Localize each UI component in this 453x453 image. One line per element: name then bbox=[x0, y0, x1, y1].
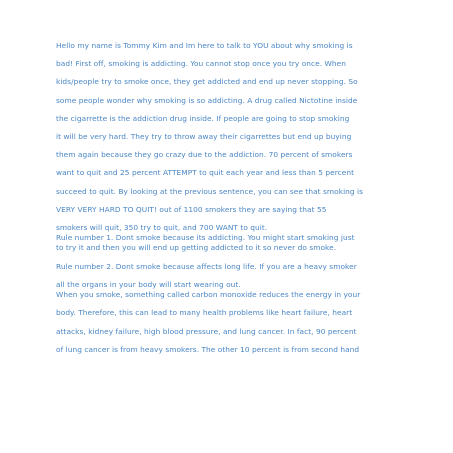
essay-line: it will be very hard. They try to throw away their cigarrettes but end up buying bbox=[56, 131, 352, 141]
essay-line: succeed to quit. By looking at the previous sentence, you can see that smoking is bbox=[56, 186, 364, 196]
essay-line: smokers will quit, 350 try to quit, and 700 WANT to quit. bbox=[56, 222, 268, 232]
essay-line: the cigarrette is the addiction drug inside. If people are going to stop smoking bbox=[56, 113, 350, 123]
essay-line: of lung cancer is from heavy smokers. The other 10 percent is from second hand bbox=[56, 344, 360, 354]
essay-line: some people wonder why smoking is so addicting. A drug called Nictotine inside bbox=[56, 95, 358, 105]
essay-line: them again because they go crazy due to the addiction. 70 percent of smokers bbox=[56, 150, 353, 160]
essay-line: want to quit and 25 percent ATTEMPT to quit each year and less than 5 percent bbox=[56, 168, 355, 178]
essay-line: to try it and then you will end up getting addicted to it so never do smoke. bbox=[56, 243, 337, 253]
essay-line: body. Therefore, this can lead to many health problems like heart failure, heart bbox=[56, 308, 353, 318]
essay-body bbox=[56, 41, 398, 355]
essay-line: attacks, kidney failure, high blood pressure, and lung cancer. In fact, 90 percent bbox=[56, 326, 357, 336]
essay-line: all the organs in your body will start wearing out. bbox=[56, 279, 241, 289]
essay-line: Hello my name is Tommy Kim and Im here to talk to YOU about why smoking is bbox=[56, 41, 353, 50]
essay-line: bad! First off, smoking is addicting. You cannot stop once you try once. When bbox=[56, 59, 346, 69]
essay-line: Rule number 1. Dont smoke because its addicting. You might start smoking just bbox=[56, 233, 355, 243]
essay-line: When you smoke, something called carbon monoxide reduces the energy in your bbox=[56, 290, 361, 300]
essay-line: kids/people try to smoke once, they get addicted and end up never stopping. So bbox=[56, 77, 358, 87]
essay-line: VERY VERY HARD TO QUIT! out of 1100 smokers they are saying that 55 bbox=[56, 204, 327, 214]
essay-line: Rule number 2. Dont smoke because affects long life. If you are a heavy smoker bbox=[56, 261, 357, 271]
